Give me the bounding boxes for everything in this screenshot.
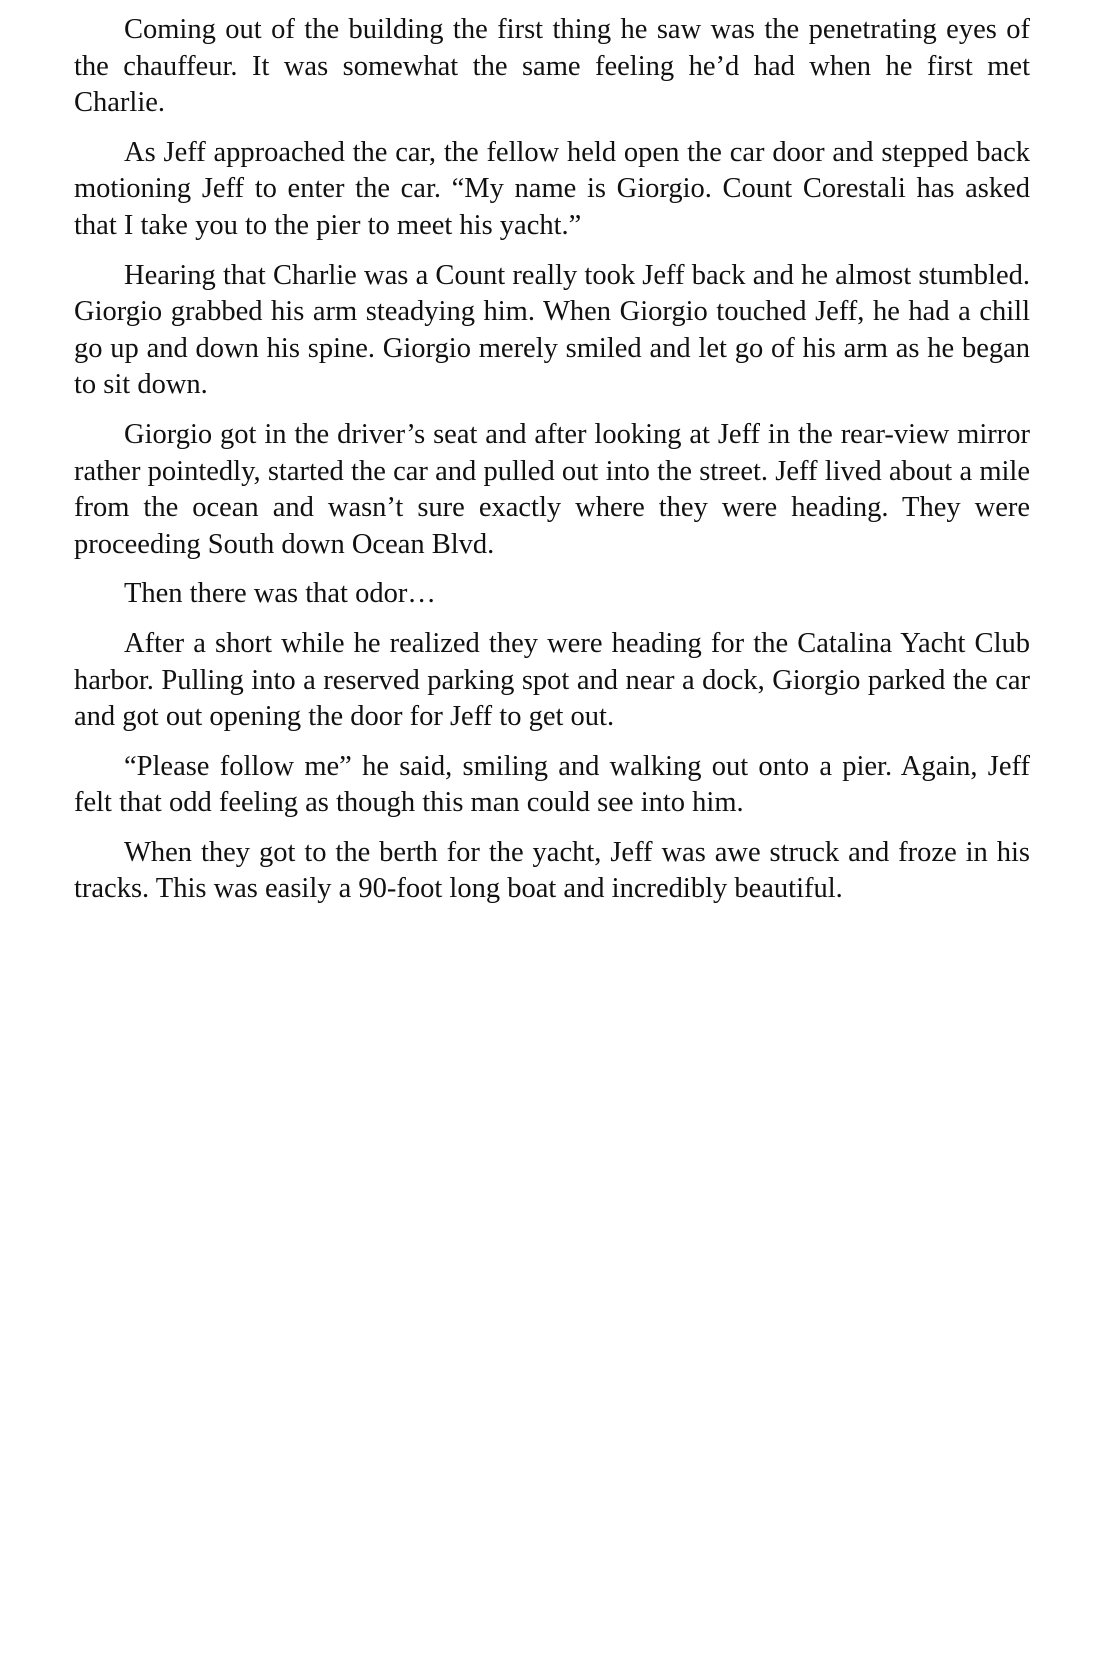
paragraph: When they got to the berth for the yacht, Jeff was awe struck and froze in his tracks. This was easily a 90-foot long boat and incredibly beautiful. xyxy=(74,836,1030,905)
paragraph: After a short while he realized they were heading for the Catalina Yacht Club harbor. Pulling into a reserved parking spot and near a dock, Giorgio parked the car and got out opening the door for Jeff to get out. xyxy=(74,627,1030,733)
paragraph: As Jeff approached the car, the fellow held open the car door and stepped back motioning Jeff to enter the car. “My name is Giorgio. Count Corestali has asked that I take you to the pier to meet his yacht.” xyxy=(74,136,1030,241)
page-text xyxy=(74,12,1030,921)
paragraph: Then there was that odor… xyxy=(124,578,436,610)
paragraph: Giorgio got in the driver’s seat and after looking at Jeff in the rear-view mirror rather pointedly, started the car and pulled out into the street. Jeff lived about a mile from the ocean and wasn’t sure exactly where they were heading. They were proceeding South down Ocean Blvd. xyxy=(74,418,1030,560)
paragraph: Coming out of the building the first thing he saw was the penetrating eyes of the chauffeur. It was somewhat the same feeling he’d had when he first met Charlie. xyxy=(74,14,1030,119)
paragraph: Hearing that Charlie was a Count really took Jeff back and he almost stumbled. Giorgio grabbed his arm steadying him. When Giorgio touched Jeff, he had a chill go up and down his spine. Giorgio merely smiled and let go of his arm as he began to sit down. xyxy=(74,259,1030,401)
paragraph: “Please follow me” he said, smiling and walking out onto a pier. Again, Jeff felt that odd feeling as though this man could see into him. xyxy=(74,750,1030,819)
